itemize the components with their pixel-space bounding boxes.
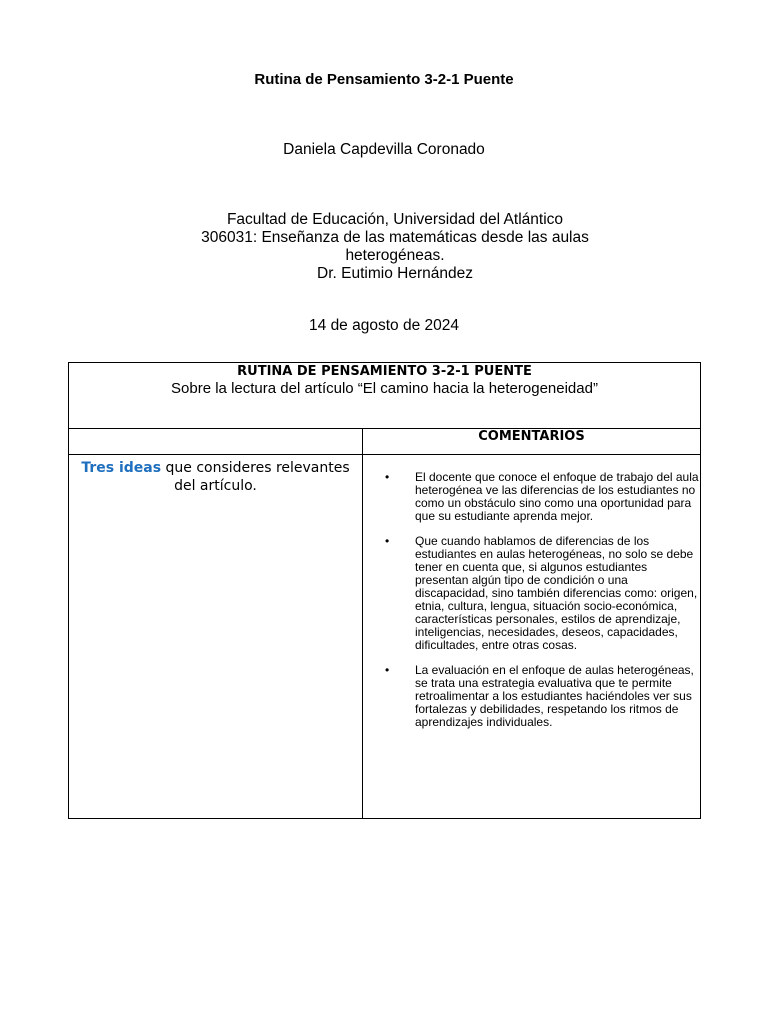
row-divider <box>69 454 700 455</box>
list-item <box>380 471 700 523</box>
list-item <box>380 535 700 652</box>
affiliation-professor: Dr. Eutimio Hernández <box>317 265 473 282</box>
affiliation-course: 306031: Enseñanza de las matemáticas desde las aulas heterogéneas. <box>201 229 589 264</box>
affiliation-faculty: Facultad de Educación, Universidad del Atlántico <box>226 211 564 228</box>
comment-text: Que cuando hablamos de diferencias de los estudiantes en aulas heterogéneas, no solo se debe tener en cuenta que, si algunos estudiantes presentan algún tipo de condición o una discapacidad, sino también diferencias como: origen, etnia, cultura, lengua, situación socio-económica, características personales, estilos de aprendizaje, inteligencias, necesidades, deseos, capacidades, dificultades, entre otras cosas. <box>415 534 698 652</box>
prompt-highlight: Tres ideas <box>81 460 162 476</box>
author-name: Daniela Capdevilla Coronado <box>283 141 485 158</box>
affiliation-block <box>150 211 640 283</box>
bullet-icon: • <box>385 534 390 548</box>
document-title: Rutina de Pensamiento 3-2-1 Puente <box>254 71 514 88</box>
table-header-subtitle: Sobre la lectura del artículo “El camino hacia la heterogeneidad” <box>171 380 598 397</box>
document-date: 14 de agosto de 2024 <box>309 317 459 334</box>
prompt-text: que consideres relevantes del artículo. <box>161 460 350 494</box>
comment-text: El docente que conoce el enfoque de trabajo del aula heterogénea ve las diferencias de los estudiantes no como un obstáculo sino como una oportunidad para que su estudiante aprenda mejor. <box>415 470 699 523</box>
routine-table <box>68 362 701 819</box>
comments-column-header: COMENTARIOS <box>478 429 585 444</box>
column-divider <box>362 428 363 818</box>
table-header-cell <box>69 363 700 429</box>
table-header-title: RUTINA DE PENSAMIENTO 3-2-1 PUENTE <box>237 364 532 379</box>
bullet-icon: • <box>385 470 390 484</box>
list-item <box>380 664 700 729</box>
prompt-cell <box>69 459 362 495</box>
comment-text: La evaluación en el enfoque de aulas heterogéneas, se trata una estrategia evaluativa que te permite retroalimentar a los estudiantes haciéndoles ver sus fortalezas y debilidades, respetando los ritmos de aprendizajes individuales. <box>415 663 694 729</box>
bullet-icon: • <box>385 663 390 677</box>
comments-list <box>380 471 700 741</box>
